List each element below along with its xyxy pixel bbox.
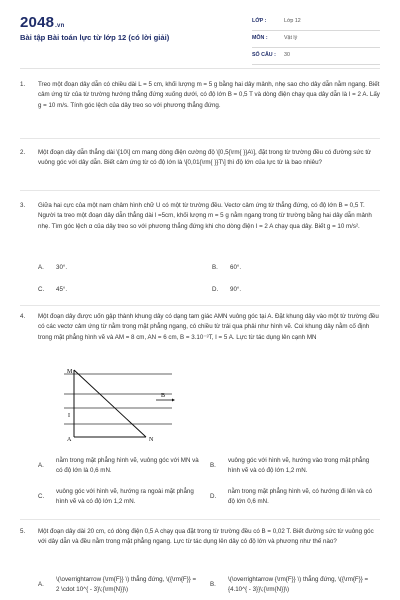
- option-text: nằm trong mặt phẳng hình vẽ, có hướng đi lên và có độ lớn 0,6 mN.: [228, 488, 373, 505]
- label-a: A: [67, 437, 72, 443]
- field-lines: [64, 374, 172, 424]
- option-label: B.: [210, 462, 216, 469]
- option-text: vuông góc với hình vẽ, hướng vào trong mặt phẳng hình vẽ và có độ lớn 1,2 mN.: [228, 457, 370, 474]
- meta-row-class: [252, 14, 380, 31]
- label-m: M: [67, 369, 73, 375]
- question-text: Một đoạn dây dài 20 cm, có dòng điện 0,5 A chạy qua đặt trong từ trường đều có B = 0,02 T. Biết đường sức từ vuông góc với dây dẫn và đều nằm trong mặt phẳng ngang. Lực từ tác dụng lên dây có độ lớn và phương như thế nào?: [38, 528, 374, 546]
- triangle-figure: [60, 364, 180, 444]
- divider: [20, 305, 380, 306]
- option-text: 30°.: [56, 264, 68, 271]
- meta-value: Vật lý: [284, 35, 298, 41]
- question-number: 1.: [20, 81, 26, 88]
- option-label: A.: [38, 581, 44, 588]
- field-arrow: [156, 399, 175, 402]
- question-number: 2.: [20, 149, 26, 156]
- question-text: Giữa hai cực của một nam châm hình chữ U có một từ trường đều. Vectơ cảm ứng từ thẳng đứng, có độ lớn B = 0,5 T. Người ta treo một đoạn dây dẫn thẳng dài l =5cm, khối lượng m = 5 g nằm ngang trong từ trường bằng hai dây dẫn mảnh nhẹ. Tìm góc lệch α của dây treo so với phương thẳng đứng khi cho dòng điện I = 2 A chạy qua dây. Biết g = 10 m/s².: [38, 202, 372, 230]
- divider: [20, 519, 380, 520]
- option-label: A.: [38, 264, 44, 271]
- meta-key: MÔN :: [252, 35, 268, 41]
- question-text: Một đoạn dây được uốn gập thành khung dây có dạng tam giác AMN vuông góc tại A. Đặt khung dây vào một từ trường đều có các vectơ cảm ứng từ nằm trong mặt phẳng ngang, có chiều từ trái qua phải như hình vẽ. Coi khung dây nằm cố định trong mặt phẳng hình vẽ và AM = 8 cm, AN = 6 cm, B = 3.10⁻³T, I = 5 A. Lực từ tác dụng lên cạnh MN: [38, 313, 379, 341]
- option-label: C.: [38, 286, 45, 293]
- label-b: B: [161, 393, 166, 399]
- option-label: A.: [38, 462, 44, 469]
- page-header: [0, 0, 400, 70]
- meta-value: Lớp 12: [284, 18, 301, 24]
- divider: [20, 138, 380, 139]
- meta-row-count: [252, 48, 380, 65]
- meta-row-subject: [252, 31, 380, 48]
- meta-table: [252, 14, 380, 65]
- divider: [20, 190, 380, 191]
- document-title: Bài tập Bài toán lực từ lớp 12 (có lời giải): [20, 33, 170, 42]
- triangle-amn: [74, 370, 146, 437]
- option-text: nằm trong mặt phẳng hình vẽ, vuông góc với MN và có độ lớn là 0,6 mN.: [56, 457, 199, 474]
- option-label: C.: [38, 493, 45, 500]
- meta-key: SỐ CÂU :: [252, 52, 276, 58]
- label-n: N: [149, 437, 154, 443]
- option-text: 45°.: [56, 286, 68, 293]
- question-number: 5.: [20, 528, 26, 535]
- option-text: vuông góc với hình vẽ, hướng ra ngoài mặt phẳng hình vẽ và có độ lớn 1,2 mN.: [56, 488, 194, 505]
- question-text: Một đoạn dây dẫn thẳng dài \[10\] cm mang dòng điện cường độ \[0,5{\rm{ }}A\], đặt trong từ trường đều có đường sức từ vuông góc với dây dẫn. Biết cảm ứng từ có độ lớn là \[0,01{\rm{ }}T\] thì độ lớn của lực từ là bao nhiêu?: [38, 149, 372, 167]
- question-number: 3.: [20, 202, 26, 209]
- option-label: B.: [210, 581, 216, 588]
- option-text: 90°.: [230, 286, 242, 293]
- option-text: \(\overrightarrow {\rm{F}} \) thẳng đứng, \({\rm{F}} = {4.10^{ - 3}}\;{\rm{N}}\): [228, 576, 369, 593]
- option-text: \(\overrightarrow {\rm{F}} \) thẳng đứng, \({\rm{F}} = 2 \cdot 10^{ - 3}\;{\rm{N}}\): [56, 576, 197, 593]
- option-label: D.: [212, 286, 219, 293]
- option-label: B.: [212, 264, 218, 271]
- meta-value: 30: [284, 52, 290, 58]
- option-label: D.: [210, 493, 217, 500]
- option-text: 60°.: [230, 264, 242, 271]
- meta-key: LỚP :: [252, 18, 267, 24]
- label-i: I: [68, 413, 70, 419]
- site-logo[interactable]: 2048.vn: [20, 14, 65, 31]
- question-number: 4.: [20, 313, 26, 320]
- question-text: Treo một đoạn dây dẫn có chiều dài L = 5 cm, khối lượng m = 5 g bằng hai dây mảnh, nhẹ sao cho dây dẫn nằm ngang. Biết cảm ứng từ của từ trường hướng thẳng đứng xuống dưới, có độ lớn B = 0,5 T và dòng điện chạy qua dây dẫn là I = 2 A. Lấy g = 10 m/s. Tính góc lệch của dây treo so với phương thẳng đứng.: [38, 81, 380, 109]
- divider: [20, 68, 380, 69]
